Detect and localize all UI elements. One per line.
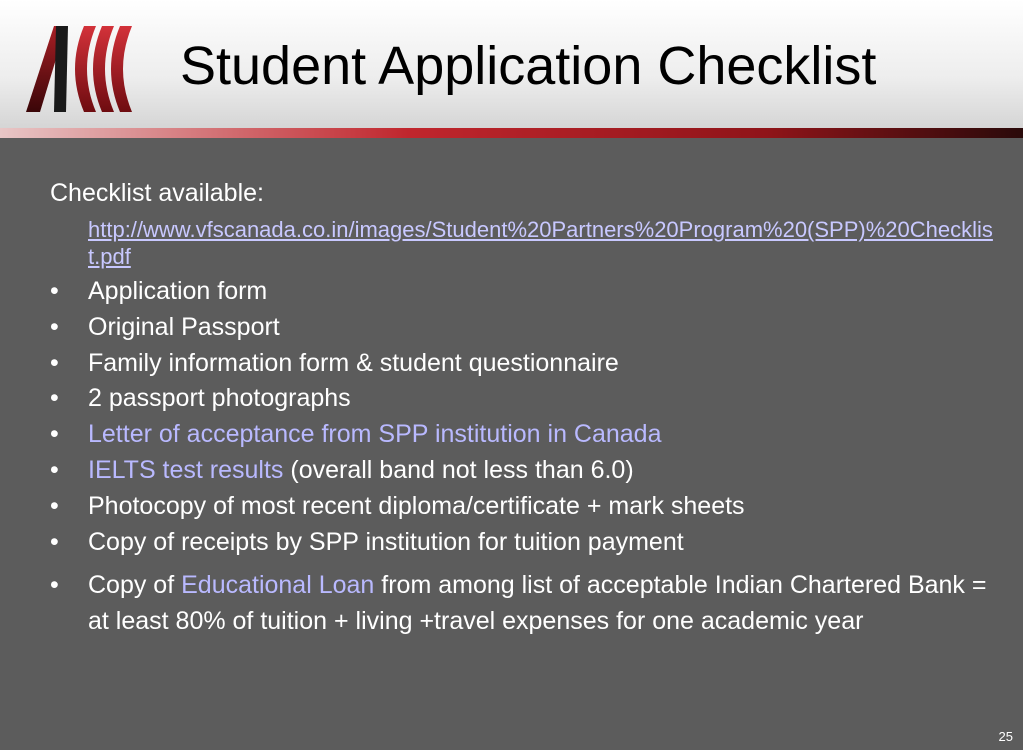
checklist-item [50,453,1000,489]
checklist-item [50,381,1000,417]
slide-title: Student Application Checklist [180,36,877,96]
slide-content [50,176,1000,640]
checklist-item-text: 2 passport photographs [88,384,351,413]
checklist-available-label: Checklist available: [50,179,264,207]
bullet-icon: • [50,384,59,413]
checklist-item-highlight: Letter of acceptance from SPP institution in Canada [88,420,662,449]
checklist-item-text: Photocopy of most recent diploma/certificate + mark sheets [88,491,745,520]
checklist-item [50,417,1000,453]
checklist-item-text: Family information form & student questionnaire [88,348,619,377]
checklist-item-text: (overall band not less than 6.0) [283,455,634,484]
checklist-item [50,568,1000,640]
bullet-icon: • [50,348,59,377]
checklist-item-text: Original Passport [88,312,280,341]
bullet-icon: • [50,420,59,449]
checklist-item [50,489,1000,525]
checklist-item-highlight: Educational Loan [181,571,375,600]
slide-header [0,0,1023,130]
bullet-icon: • [50,312,59,341]
checklist-item [50,310,1000,346]
checklist-item [50,274,1000,310]
checklist-item-text: Application form [88,277,268,305]
logo-icon [26,22,146,114]
checklist-item-text: from among list of acceptable Indian Chartered Bank = at least 80% of tuition + living +travel expenses for one academic year [88,571,987,636]
bullet-icon: • [50,527,59,556]
bullet-icon: • [50,571,59,600]
bullet-icon: • [50,277,59,305]
checklist-link[interactable]: http://www.vfscanada.co.in/images/Student%20Partners%20Program%20(SPP)%20Checklist.pdf [88,217,993,269]
header-red-stripe [0,128,1023,138]
checklist-item-highlight: IELTS test results [88,455,284,484]
checklist-item [50,346,1000,382]
checklist-item-text: Copy of [88,571,182,600]
checklist [50,274,1000,640]
bullet-icon: • [50,455,59,484]
checklist-item-text: Copy of receipts by SPP institution for tuition payment [88,527,684,556]
page-number: 25 [998,729,1013,744]
checklist-item [50,525,1000,561]
bullet-icon: • [50,491,59,520]
